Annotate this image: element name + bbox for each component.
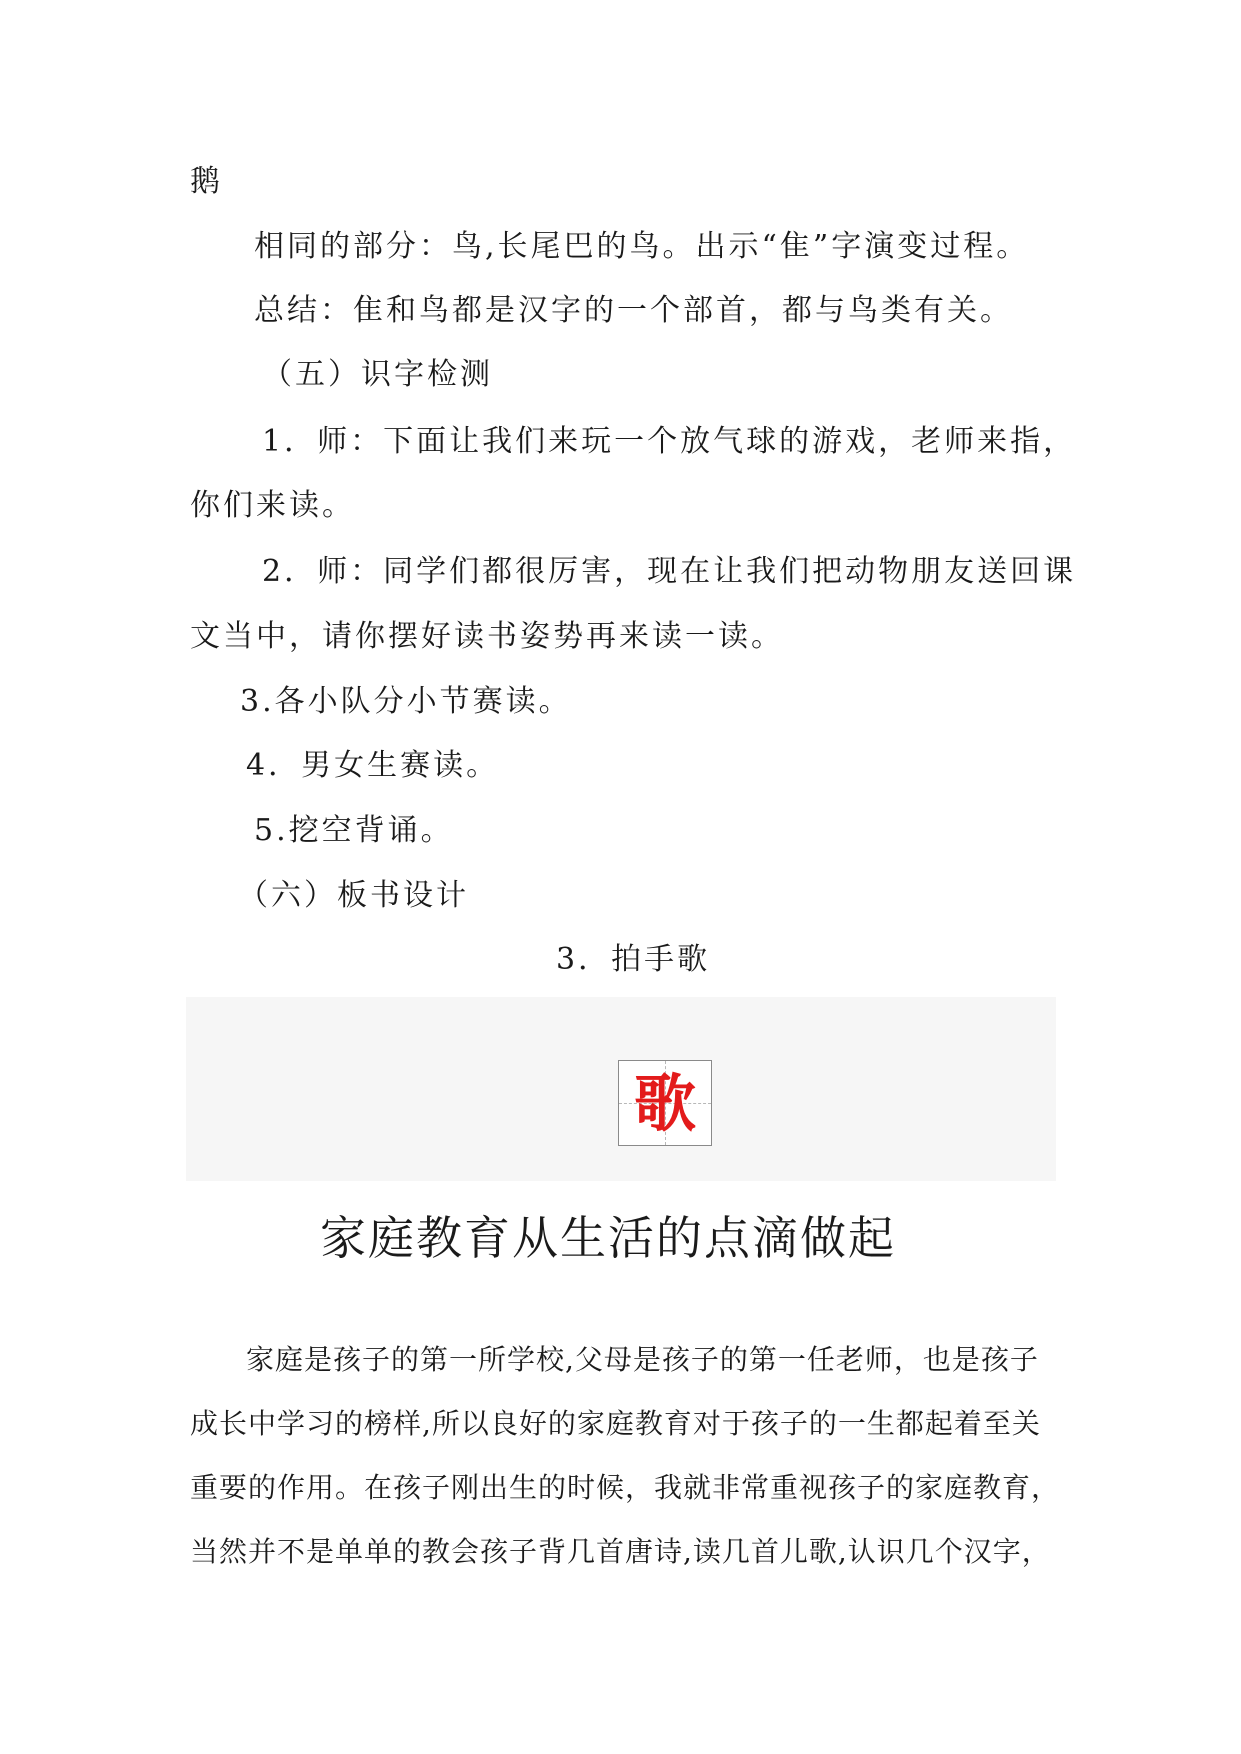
lesson-line: 3.各小队分小节赛读。: [240, 684, 572, 719]
lesson-line: 你们来读。: [190, 488, 355, 523]
lesson-line: 相同的部分：鸟,长尾巴的鸟。出示“隹”字演变过程。: [254, 229, 1030, 264]
section-heading: （六）板书设计: [238, 878, 469, 913]
lesson-line: 总结：隹和鸟都是汉字的一个部首，都与鸟类有关。: [254, 293, 1013, 328]
paragraph-line: 成长中学习的榜样,所以良好的家庭教育对于孩子的一生都起着至关: [190, 1407, 1041, 1440]
tian-grid-box: [618, 1060, 712, 1146]
paragraph-line: 重要的作用。在孩子刚出生的时候，我就非常重视孩子的家庭教育，: [190, 1471, 1061, 1504]
article-title: 家庭教育从生活的点滴做起: [320, 1211, 896, 1265]
board-title: 3．拍手歌: [556, 942, 711, 977]
paragraph-line: 当然并不是单单的教会孩子背几首唐诗,读几首儿歌,认识几个汉字，: [190, 1535, 1051, 1568]
lesson-line: 2．师：同学们都很厉害，现在让我们把动物朋友送回课: [262, 554, 1077, 589]
lesson-line: 5.挖空背诵。: [254, 813, 454, 848]
section-heading: （五）识字检测: [262, 357, 493, 392]
lesson-line: 1．师：下面让我们来玩一个放气球的游戏，老师来指，: [262, 424, 1077, 459]
paragraph-line: 家庭是孩子的第一所学校,父母是孩子的第一任老师，也是孩子: [246, 1343, 1039, 1376]
board-character: 歌: [633, 1067, 696, 1140]
lesson-line: 鹅: [190, 164, 223, 199]
lesson-line: 文当中，请你摆好读书姿势再来读一读。: [190, 619, 784, 654]
lesson-line: 4．男女生赛读。: [246, 748, 500, 783]
